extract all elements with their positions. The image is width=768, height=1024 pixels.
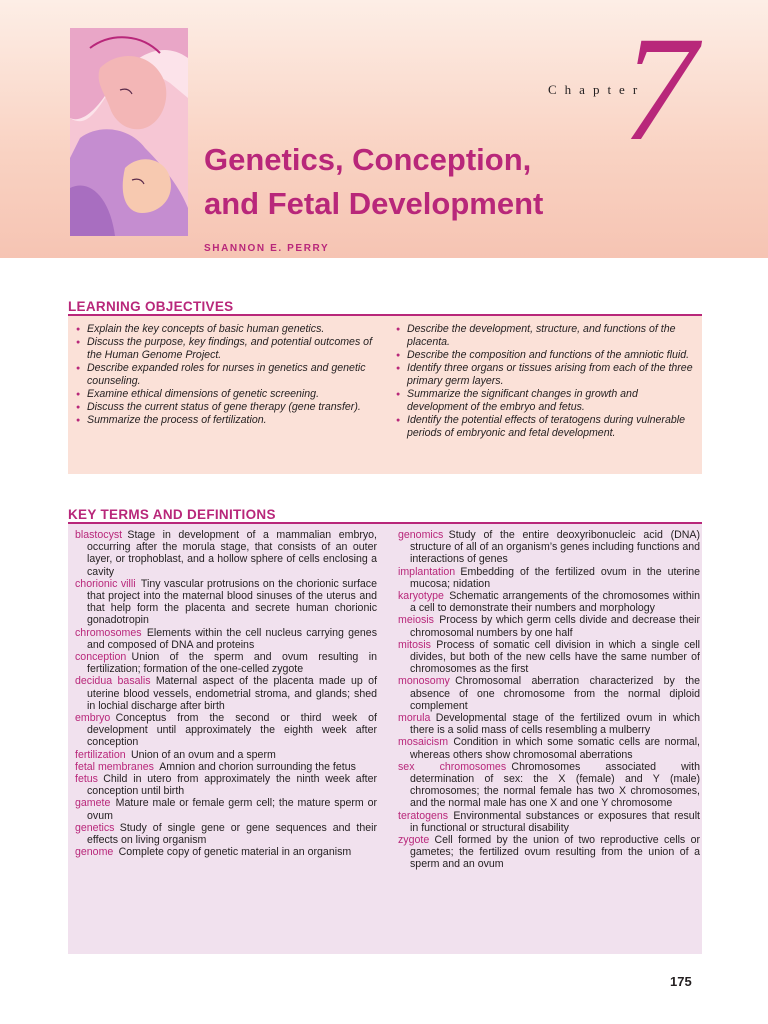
- term-word: blastocyst: [75, 529, 123, 541]
- term-entry: [75, 675, 377, 712]
- term-entry: [398, 675, 700, 712]
- objective-item: ● Discuss the purpose, key findings, and potential outcomes of the Human Genome Project.: [76, 336, 376, 362]
- term-word: genome: [75, 846, 114, 859]
- term-word: chromosomes: [75, 626, 142, 639]
- objective-item: ● Describe expanded roles for nurses in genetics and genetic counseling.: [76, 362, 376, 388]
- term-entry: [398, 529, 700, 566]
- term-definition: Mature male or female germ cell; the mature sperm or ovum: [87, 797, 377, 822]
- term-entry: [75, 846, 377, 858]
- term-entry: [75, 773, 377, 797]
- term-entry: [398, 834, 700, 871]
- mother-and-baby-illustration: [70, 28, 188, 236]
- term-word: sex chromosomes: [398, 760, 507, 773]
- term-word: embryo: [75, 712, 111, 725]
- term-word: karyotype: [398, 590, 444, 603]
- term-entry: [398, 761, 700, 810]
- term-entry: [398, 810, 700, 834]
- objective-item: ● Summarize the significant changes in growth and development of the embryo and fetus.: [396, 388, 696, 414]
- chapter-number: 7: [622, 6, 697, 172]
- term-definition: Complete copy of genetic material in an organism: [118, 846, 352, 859]
- term-entry: [398, 590, 700, 614]
- terms-right-column: [398, 529, 700, 871]
- term-word: conception: [75, 651, 127, 664]
- term-definition: Developmental stage of the fertilized ovum in which there is a solid mass of cells resembling a mulberry: [410, 712, 700, 737]
- term-word: fetus: [75, 773, 98, 786]
- term-entry: [398, 566, 700, 590]
- term-definition: Child in utero from approximately the ninth week after conception until birth: [87, 773, 377, 798]
- term-word: genetics: [75, 821, 115, 834]
- chapter-label: Chapter: [548, 82, 646, 97]
- term-word: fetal membranes: [75, 760, 154, 773]
- term-word: zygote: [398, 834, 430, 847]
- term-entry: [398, 614, 700, 638]
- term-definition: Embedding of the fertilized ovum in the uterine mucosa; nidation: [410, 565, 700, 590]
- objective-item: ● Explain the key concepts of basic human genetics.: [76, 323, 376, 336]
- term-entry: [75, 761, 377, 773]
- terms-left-column: [75, 529, 377, 858]
- term-definition: Cell formed by the union of two reproductive cells or gametes; the fertilized ovum resulting from the union of a sperm and an ovum: [410, 834, 700, 871]
- term-word: monosomy: [398, 675, 450, 688]
- term-word: chorionic villi: [75, 577, 136, 590]
- term-entry: [75, 712, 377, 749]
- objectives-right-column: [396, 323, 696, 440]
- term-definition: Tiny vascular protrusions on the chorionic surface that project into the maternal blood sinuses of the uterus and that help form the placenta and secrete human chorionic gonadotropin: [87, 577, 377, 627]
- term-definition: Chromosomal aberration characterized by the absence of one chromosome from the normal diploid complement: [410, 675, 700, 712]
- term-entry: [75, 822, 377, 846]
- key-terms-heading: KEY TERMS AND DEFINITIONS: [68, 507, 276, 522]
- objective-item: ● Examine ethical dimensions of genetic screening.: [76, 388, 376, 401]
- term-word: fertilization: [75, 748, 126, 761]
- term-definition: Union of the sperm and ovum resulting in fertilization; formation of the one-celled zygote: [87, 651, 377, 676]
- term-definition: Chromosomes associated with determination of sex: the X (female) and Y (male) chromosomes; the normal female has two X chromosomes, and the normal male has one X and one Y chromosome: [410, 760, 700, 810]
- learning-objectives-heading: LEARNING OBJECTIVES: [68, 299, 234, 314]
- term-entry: [398, 639, 700, 676]
- term-word: implantation: [398, 565, 456, 578]
- objective-item: ● Discuss the current status of gene therapy (gene transfer).: [76, 401, 376, 414]
- chapter-header: [0, 0, 768, 258]
- term-definition: Process of somatic cell division in which a single cell divides, but both of the new cells have the same number of chromosomes as the first: [410, 638, 700, 676]
- objective-item: ● Identify the potential effects of teratogens during vulnerable periods of embryonic and fetal development.: [396, 414, 696, 440]
- term-word: mitosis: [398, 638, 431, 651]
- key-terms-box: [68, 522, 702, 954]
- term-entry: [75, 578, 377, 627]
- term-definition: Stage in development of a mammalian embryo, occurring after the morula stage, that consists of an outer layer, or trophoblast, and a hollow sphere of cells enclosing a cavity: [87, 529, 377, 578]
- term-entry: [75, 749, 377, 761]
- objective-item: ● Summarize the process of fertilization.: [76, 414, 376, 427]
- term-word: meiosis: [398, 614, 434, 627]
- objective-item: ● Identify three organs or tissues arising from each of the three primary germ layers.: [396, 362, 696, 388]
- term-definition: Amnion and chorion surrounding the fetus: [159, 760, 356, 773]
- term-definition: Elements within the cell nucleus carrying genes and composed of DNA and proteins: [87, 626, 377, 651]
- chapter-title-line-1: Genetics, Conception,: [204, 142, 532, 177]
- term-definition: Environmental substances or exposures that result in functional or structural disability: [410, 809, 700, 834]
- term-word: gamete: [75, 797, 111, 810]
- term-entry: [398, 712, 700, 736]
- term-entry: [75, 529, 377, 578]
- term-word: decidua basalis: [75, 675, 151, 688]
- term-entry: [398, 736, 700, 760]
- learning-objectives-box: [68, 314, 702, 474]
- page-number: 175: [670, 974, 692, 989]
- term-definition: Process by which germ cells divide and decrease their chromosomal numbers by one half: [410, 614, 700, 639]
- term-definition: Conceptus from the second or third week of development until approximately the eighth week after conception: [87, 712, 377, 749]
- term-word: morula: [398, 712, 431, 725]
- term-entry: [75, 627, 377, 651]
- term-entry: [75, 797, 377, 821]
- objectives-left-column: [76, 323, 376, 427]
- chapter-title: [204, 138, 724, 226]
- author-name: SHANNON E. PERRY: [204, 243, 330, 254]
- term-word: genomics: [398, 529, 444, 541]
- term-word: mosaicism: [398, 736, 449, 749]
- term-definition: Condition in which some somatic cells are normal, whereas others show chromosomal aberrations: [410, 736, 700, 761]
- term-definition: Study of the entire deoxyribonucleic acid (DNA) structure of all of an organism’s genes including functions and interactions of genes: [410, 529, 700, 566]
- chapter-title-line-2: and Fetal Development: [204, 186, 544, 221]
- objective-item: ● Describe the composition and functions of the amniotic fluid.: [396, 349, 696, 362]
- term-definition: Schematic arrangements of the chromosomes within a cell to demonstrate their numbers and morphology: [410, 590, 700, 615]
- objective-item: ● Describe the development, structure, and functions of the placenta.: [396, 323, 696, 349]
- term-definition: Union of an ovum and a sperm: [130, 748, 276, 761]
- term-entry: [75, 651, 377, 675]
- term-word: teratogens: [398, 809, 449, 822]
- term-definition: Maternal aspect of the placenta made up of uterine blood vessels, endometrial stroma, and glands; shed in lochial discharge after birth: [87, 675, 378, 712]
- term-definition: Study of single gene or gene sequences and their effects on living organism: [87, 821, 377, 847]
